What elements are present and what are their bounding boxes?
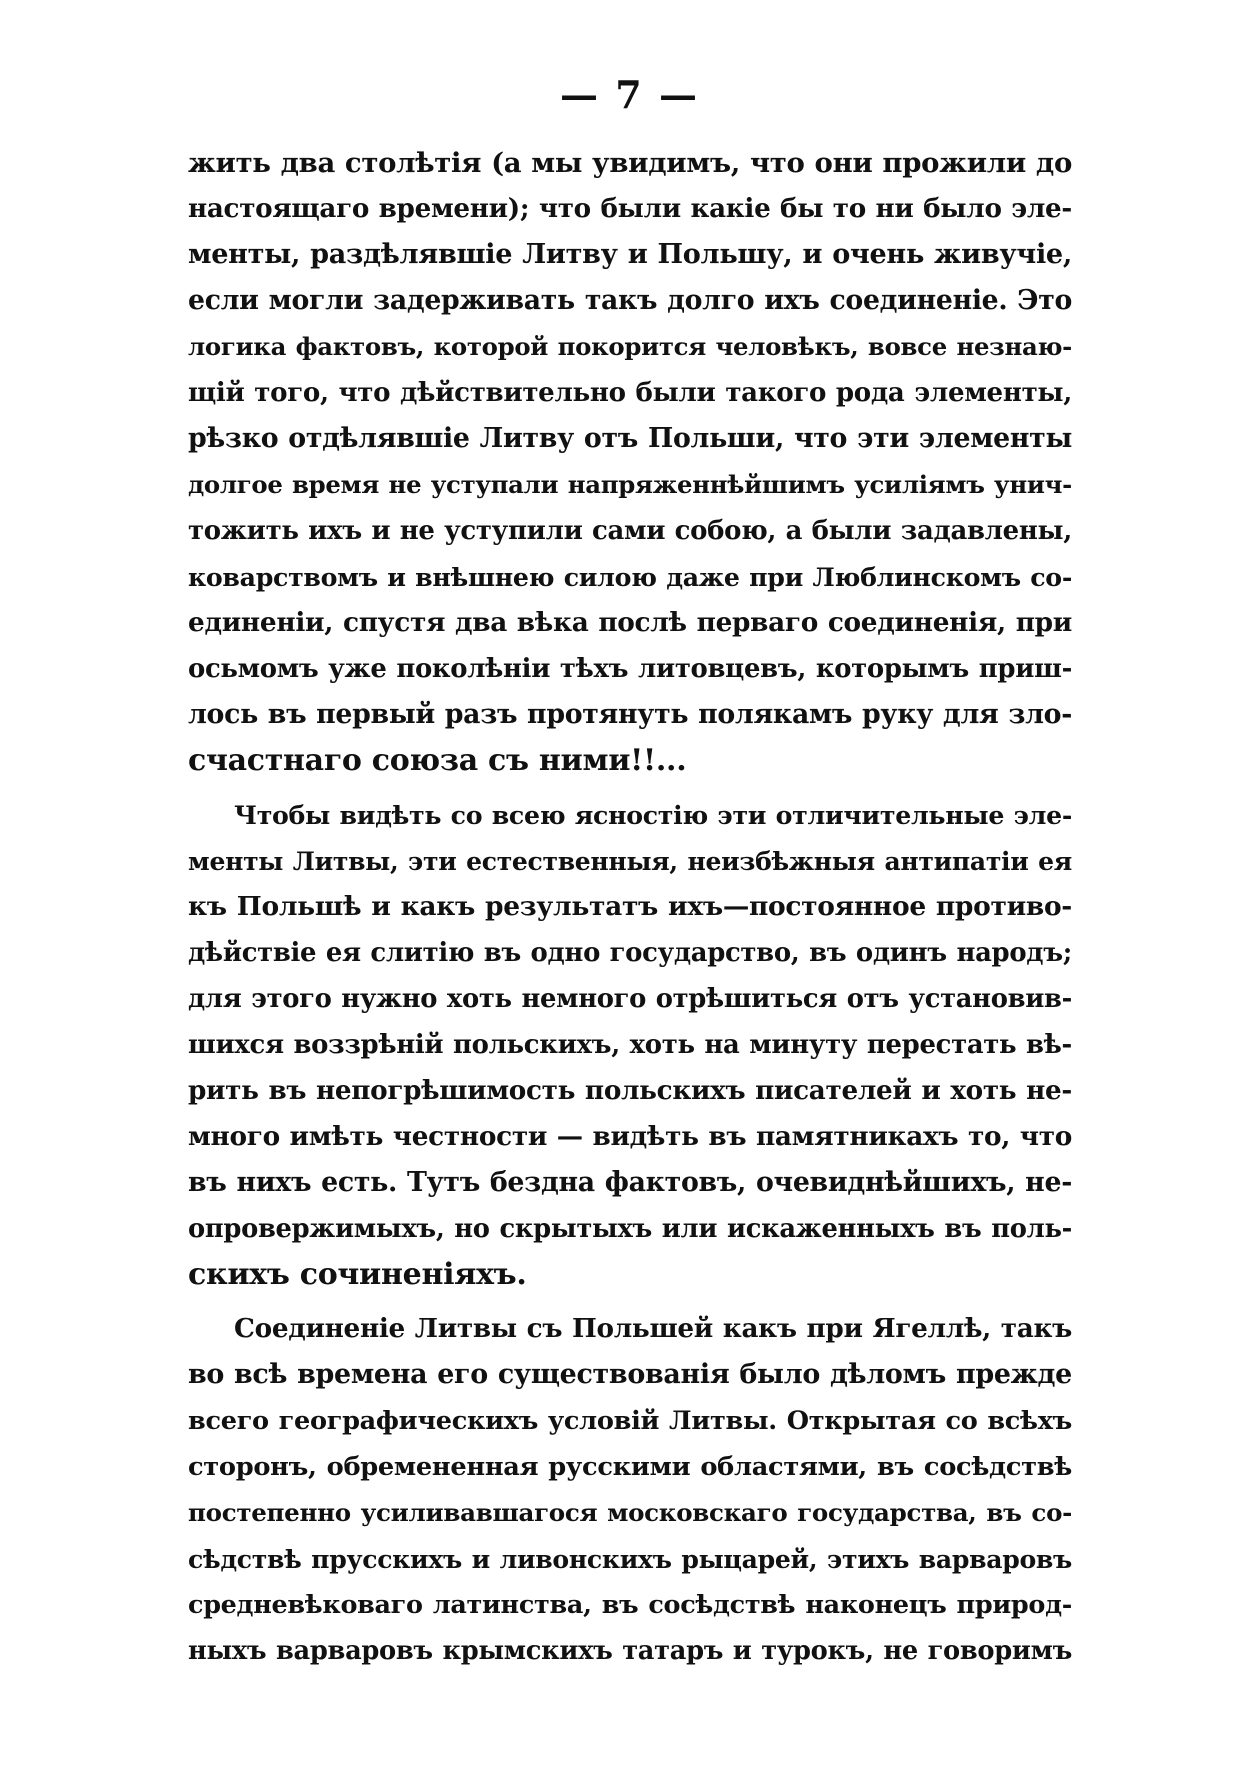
text-line: рить въ непогрѣшимость польскихъ писателей и хоть не- <box>188 1075 1072 1106</box>
text-line: щій того, что дѣйствительно были такого рода элементы, <box>188 378 1072 408</box>
text-line: менты Литвы, эти естественныя, неизбѣжныя антипатіи ея <box>188 846 1072 876</box>
text-line: единеніи, спустя два вѣка послѣ перваго соединенія, при <box>188 607 1072 638</box>
text-line: коварствомъ и внѣшнею силою даже при Люблинскомъ со- <box>188 562 1072 592</box>
text-line: счастнаго союза съ ними!!... <box>188 743 687 778</box>
paragraph-1 <box>188 140 1072 784</box>
text-line: скихъ сочиненіяхъ. <box>188 1257 527 1292</box>
text-line: всего географическихъ условій Литвы. Открытая со всѣхъ <box>188 1406 1072 1436</box>
text-line: настоящаго времени); что были какіе бы то ни было эле- <box>188 193 1072 224</box>
text-line: сторонъ, обремененная русскими областями, въ сосѣдствѣ <box>188 1452 1072 1482</box>
text-line: логика фактовъ, которой покорится человѣкъ, вовсе незнаю- <box>188 332 1072 361</box>
text-line: постепенно усиливавшагося московскаго государства, въ со- <box>188 1498 1072 1527</box>
text-line: если могли задерживать такъ долго ихъ соединеніе. Это <box>188 285 1072 316</box>
text-line: для этого нужно хоть немного отрѣшиться отъ установив- <box>188 984 1072 1014</box>
text-line: рѣзко отдѣлявшіе Литву отъ Польши, что эти элементы <box>188 423 1072 454</box>
text-line: Чтобы видѣть со всею ясностію эти отличительные эле- <box>234 800 1072 830</box>
page-number: — 7 — <box>560 72 699 117</box>
body-text <box>188 140 1072 1674</box>
text-line: опровержимыхъ, но скрытыхъ или искаженныхъ въ поль- <box>188 1214 1072 1244</box>
text-line: долгое время не уступали напряженнѣйшимъ усиліямъ унич- <box>188 470 1072 499</box>
text-line: во всѣ времена его существованія было дѣломъ прежде <box>188 1359 1072 1390</box>
text-line: осьмомъ уже поколѣніи тѣхъ литовцевъ, которымъ приш- <box>188 654 1072 684</box>
text-line: жить два столѣтія (а мы увидимъ, что они прожили до <box>188 147 1072 179</box>
paragraph-3 <box>188 1306 1072 1674</box>
text-line: въ нихъ есть. Тутъ бездна фактовъ, очевиднѣйшихъ, не- <box>188 1167 1072 1198</box>
text-line: дѣйствіе ея слитію въ одно государство, въ одинъ народъ; <box>188 938 1072 968</box>
text-line: лось въ первый разъ протянуть полякамъ руку для зло- <box>188 699 1072 730</box>
text-line: шихся воззрѣній польскихъ, хоть на минуту перестать вѣ- <box>188 1030 1072 1060</box>
text-line: много имѣть честности — видѣть въ памятникахъ то, что <box>188 1121 1072 1152</box>
text-line: къ Польшѣ и какъ результатъ ихъ—постоянное противо- <box>188 891 1072 922</box>
paragraph-2 <box>188 792 1072 1298</box>
text-line: средневѣковаго латинства, въ сосѣдствѣ наконецъ природ- <box>188 1590 1072 1620</box>
text-line: ныхъ варваровъ крымскихъ татаръ и турокъ, не говоримъ <box>188 1636 1072 1666</box>
text-line: менты, раздѣлявшіе Литву и Польшу, и очень живучіе, <box>188 239 1072 270</box>
text-line: Соединеніе Литвы съ Польшей какъ при Ягеллѣ, такъ <box>234 1313 1072 1344</box>
text-line: сѣдствѣ прусскихъ и ливонскихъ рыцарей, этихъ варваровъ <box>188 1544 1072 1574</box>
text-line: тожить ихъ и не уступили сами собою, а были задавлены, <box>188 516 1072 546</box>
